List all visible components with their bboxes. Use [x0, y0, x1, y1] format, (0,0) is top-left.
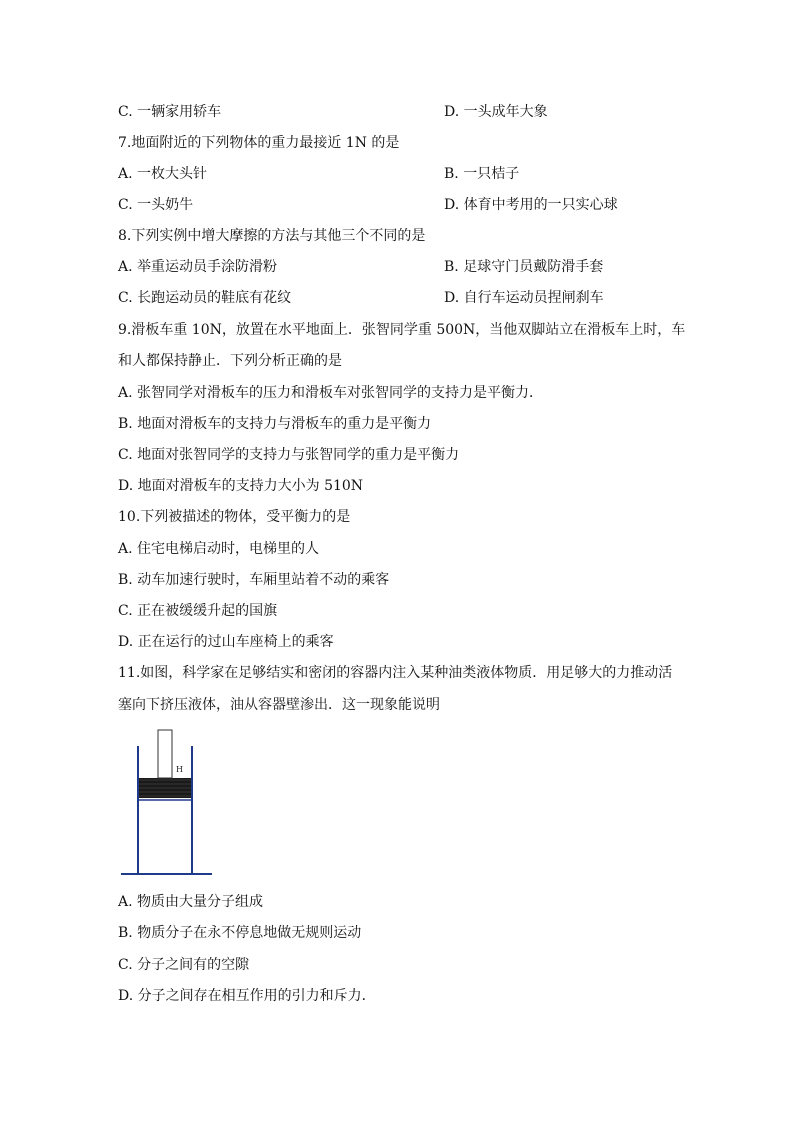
q7-option-a: A. 一枚大头针 — [118, 166, 208, 182]
piston-container-figure — [120, 728, 216, 878]
q8-option-d: D. 自行车运动员捏闸刹车 — [444, 290, 604, 306]
q7-stem: 7.地面附近的下列物体的重力最接近 1N 的是 — [118, 135, 400, 151]
q9-stem-line1: 9.滑板车重 10N，放置在水平地面上．张智同学重 500N，当他双脚站立在滑板车上时，车 — [118, 322, 686, 338]
q7-option-c: C. 一头奶牛 — [118, 197, 194, 213]
q7-option-b: B. 一只桔子 — [444, 166, 520, 182]
q8-option-a: A. 举重运动员手涂防滑粉 — [118, 259, 278, 275]
q9-option-d: D. 地面对滑板车的支持力大小为 510N — [118, 478, 364, 494]
figure-label: H — [176, 765, 183, 774]
q10-option-c: C. 正在被缓缓升起的国旗 — [118, 603, 278, 619]
q9-option-b: B. 地面对滑板车的支持力与滑板车的重力是平衡力 — [118, 416, 432, 432]
q11-stem-line2: 塞向下挤压液体，油从容器壁渗出．这一现象能说明 — [118, 697, 440, 713]
q11-option-b: B. 物质分子在永不停息地做无规则运动 — [118, 925, 362, 941]
q11-stem-line1: 11.如图，科学家在足够结实和密闭的容器内注入某种油类液体物质．用足够大的力推动活 — [118, 665, 673, 681]
q7-option-d: D. 体育中考用的一只实心球 — [444, 197, 618, 213]
q8-option-c: C. 长跑运动员的鞋底有花纹 — [118, 290, 292, 306]
q8-stem: 8.下列实例中增大摩擦的方法与其他三个不同的是 — [118, 228, 426, 244]
q8-option-b: B. 足球守门员戴防滑手套 — [444, 259, 604, 275]
q9-option-a: A. 张智同学对滑板车的压力和滑板车对张智同学的支持力是平衡力． — [118, 385, 544, 401]
q11-option-a: A. 物质由大量分子组成 — [118, 894, 264, 910]
q10-option-b: B. 动车加速行驶时，车厢里站着不动的乘客 — [118, 572, 390, 588]
q10-option-a: A. 住宅电梯启动时，电梯里的人 — [118, 541, 320, 557]
q9-stem-line2: 和人都保持静止．下列分析正确的是 — [118, 353, 342, 369]
q10-option-d: D. 正在运行的过山车座椅上的乘客 — [118, 634, 334, 650]
q6-option-c: C. 一辆家用轿车 — [118, 104, 222, 120]
q9-option-c: C. 地面对张智同学的支持力与张智同学的重力是平衡力 — [118, 447, 460, 463]
piston — [158, 730, 172, 778]
q11-option-c: C. 分子之间有的空隙 — [118, 957, 250, 973]
q11-option-d: D. 分子之间存在相互作用的引力和斥力． — [118, 988, 376, 1004]
q10-stem: 10.下列被描述的物体，受平衡力的是 — [118, 509, 351, 525]
q6-option-d: D. 一头成年大象 — [444, 104, 548, 120]
